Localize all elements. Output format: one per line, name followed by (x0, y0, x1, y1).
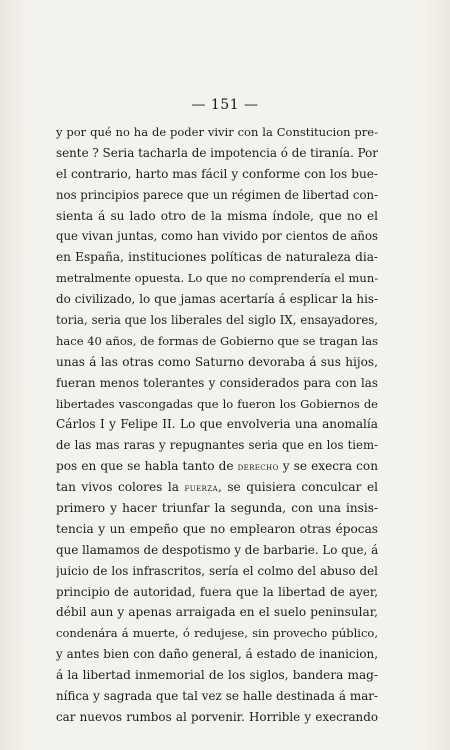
text-line: fueran menos tolerantes y considerados para con las (56, 375, 378, 390)
text-line: nífica y sagrada que tal vez se halle destinada á mar- (56, 689, 378, 704)
text-line: principio de autoridad, fuera que la libertad de ayer, (56, 584, 378, 599)
text-line: sienta á su lado otro de la misma índole, que no el (56, 208, 378, 223)
text-line: en España, instituciones políticas de naturaleza dia- (56, 250, 378, 265)
text-line: el contrario, harto mas fácil y conforme con los bue- (56, 166, 378, 181)
text-segment: tan vivos colores la (56, 480, 185, 495)
text-line: primero y hacer triunfar la segunda, con una insis- (56, 501, 378, 516)
text-line: de las mas raras y repugnantes seria que en los tiem- (56, 438, 378, 453)
body-text (56, 122, 378, 728)
text-line: á la libertad inmemorial de los siglos, bandera mag- (56, 668, 378, 683)
text-line (56, 477, 378, 498)
text-line: car nuevos rumbos al porvenir. Horrible y execrando (56, 709, 378, 724)
small-caps-word: fuerza (184, 483, 218, 495)
text-line: sente ? Seria tacharla de impotencia ó de tiranía. Por (56, 145, 378, 160)
text-line: y antes bien con daño general, á estado de inanicion, (56, 647, 378, 662)
text-line (56, 456, 378, 477)
text-line: toria, seria que los liberales del siglo IX, ensayadores, (56, 313, 378, 328)
text-line: débil aun y apenas arraigada en el suelo peninsular, (56, 605, 378, 620)
text-line: juicio de los infrascritos, sería el colmo del abuso del (56, 563, 378, 578)
text-line: que vivan juntas, como han vivido por cientos de años (56, 229, 378, 244)
text-line: que llamamos de despotismo y de barbarie. Lo que, á (56, 542, 378, 557)
page-number: — 151 — (191, 97, 259, 113)
text-line: unas á las otras como Saturno devoraba á sus hijos, (56, 354, 378, 369)
text-line: y por qué no ha de poder vivir con la Constitucion pre- (56, 125, 378, 139)
text-segment: pos en que se habla tanto de (56, 459, 238, 474)
text-line: Cárlos I y Felipe II. Lo que envolveria una anomalía (56, 417, 378, 432)
text-line: tencia y un empeño que no emplearon otras épocas (56, 521, 378, 536)
small-caps-word: derecho (237, 462, 279, 474)
text-segment: , se quisiera conculcar el (217, 480, 378, 495)
text-segment: y se execra con (278, 459, 378, 474)
text-line: hace 40 años, de formas de Gobierno que se tragan las (56, 333, 378, 348)
text-line: metralmente opuesta. Lo que no comprendería el mun- (56, 271, 378, 286)
text-line: do civilizado, lo que jamas acertaría á esplicar la his- (56, 292, 378, 307)
text-line: condenára á muerte, ó redujese, sin provecho público, (56, 626, 378, 641)
text-line: libertades vascongadas que lo fueron los Gobiernos de (56, 396, 378, 411)
text-line: nos principios parece que un régimen de libertad con- (56, 187, 378, 202)
